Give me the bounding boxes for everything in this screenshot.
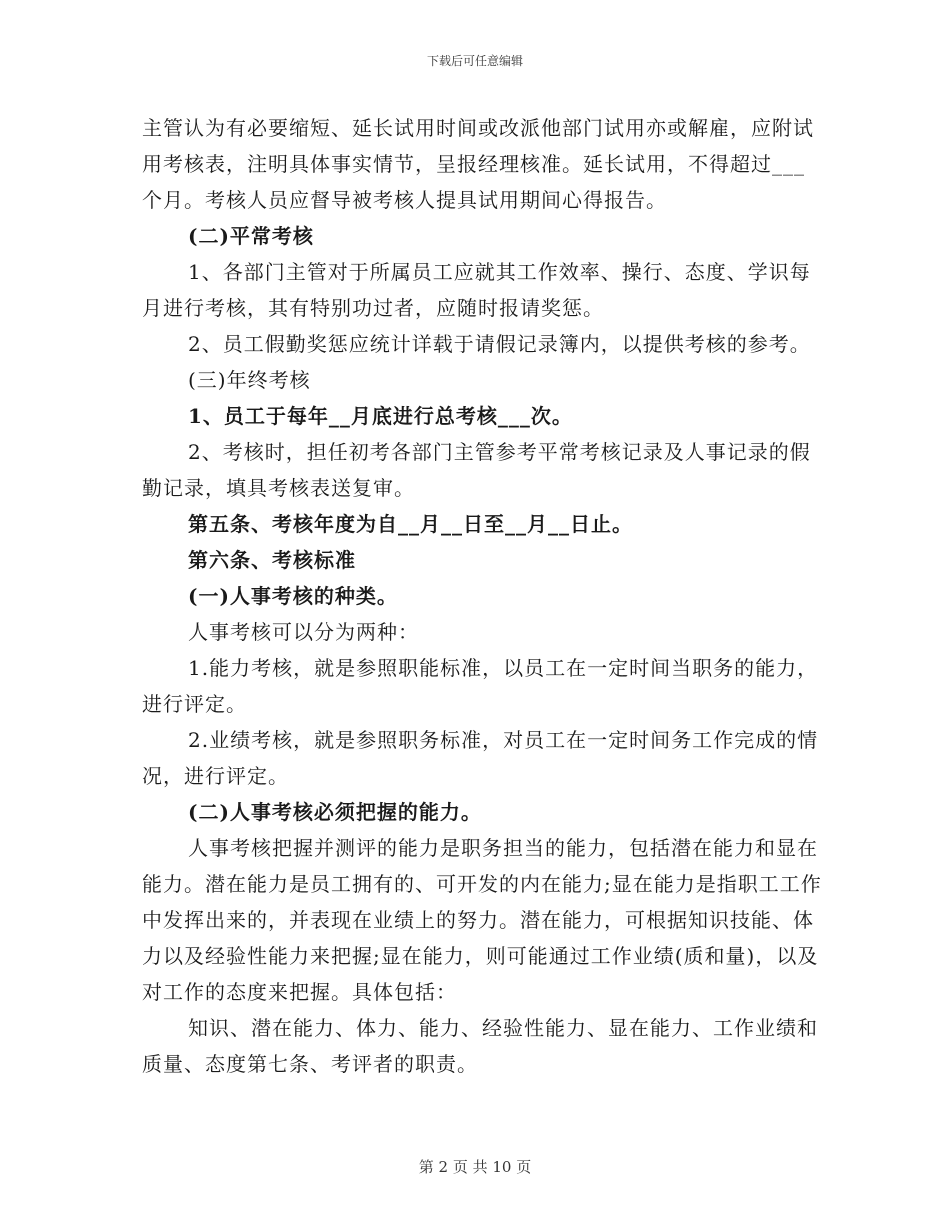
- paragraph-12: 1.能力考核，就是参照职能标准，以员工在一定时间当职务的能力，进行评定。: [142, 656, 819, 716]
- page-header: 下载后可任意编辑: [426, 54, 523, 68]
- article-6: 第六条、考核标准: [188, 548, 356, 572]
- article-5: 第五条、考核年度为自__月__日至__月__日止。: [188, 512, 633, 536]
- paragraph-11: 人事考核可以分为两种：: [188, 620, 419, 644]
- paragraph-7: 2、考核时，担任初考各部门主管参考平常考核记录及人事记录的假勤记录，填具考核表送复审。: [142, 440, 811, 500]
- section-heading-regular-review: (二)平常考核: [188, 224, 314, 248]
- paragraph-6: 1、员工于每年__月底进行总考核___次。: [188, 404, 573, 428]
- paragraph-3: 1、各部门主管对于所属员工应就其工作效率、操行、态度、学识每月进行考核，其有特别功过者，应随时报请奖惩。: [142, 260, 811, 320]
- paragraph-15: 人事考核把握并测评的能力是职务担当的能力，包括潜在能力和显在能力。潜在能力是员工拥有的、可开发的内在能力;显在能力是指职工工作中发挥出来的，并表现在业绩上的努力。潜在能力，可根据知识技能、体力以及经验性能力来把握;显在能力，则可能通过工作业绩(质和量)，以及对工作的态度来把握。具体包括：: [142, 836, 822, 1004]
- section-heading-abilities: (二)人事考核必须把握的能力。: [188, 800, 482, 824]
- document-body: [142, 110, 822, 1082]
- paragraph-16: 知识、潜在能力、体力、能力、经验性能力、显在能力、工作业绩和质量、态度第七条、考评者的职责。: [142, 1016, 818, 1076]
- section-heading-annual-review: (三)年终考核: [188, 368, 311, 392]
- section-heading-types: (一)人事考核的种类。: [188, 584, 398, 608]
- paragraph-4: 2、员工假勤奖惩应统计详载于请假记录簿内，以提供考核的参考。: [188, 332, 811, 356]
- paragraph-1: 主管认为有必要缩短、延长试用时间或改派他部门试用亦或解雇，应附试用考核表，注明具体事实情节，呈报经理核准。延长试用，不得超过___个月。考核人员应督导被考核人提具试用期间心得报告。: [142, 116, 814, 212]
- page-footer: 第 2 页 共 10 页: [418, 1158, 532, 1176]
- paragraph-13: 2.业绩考核，就是参照职务标准，对员工在一定时间务工作完成的情况，进行评定。: [142, 728, 819, 788]
